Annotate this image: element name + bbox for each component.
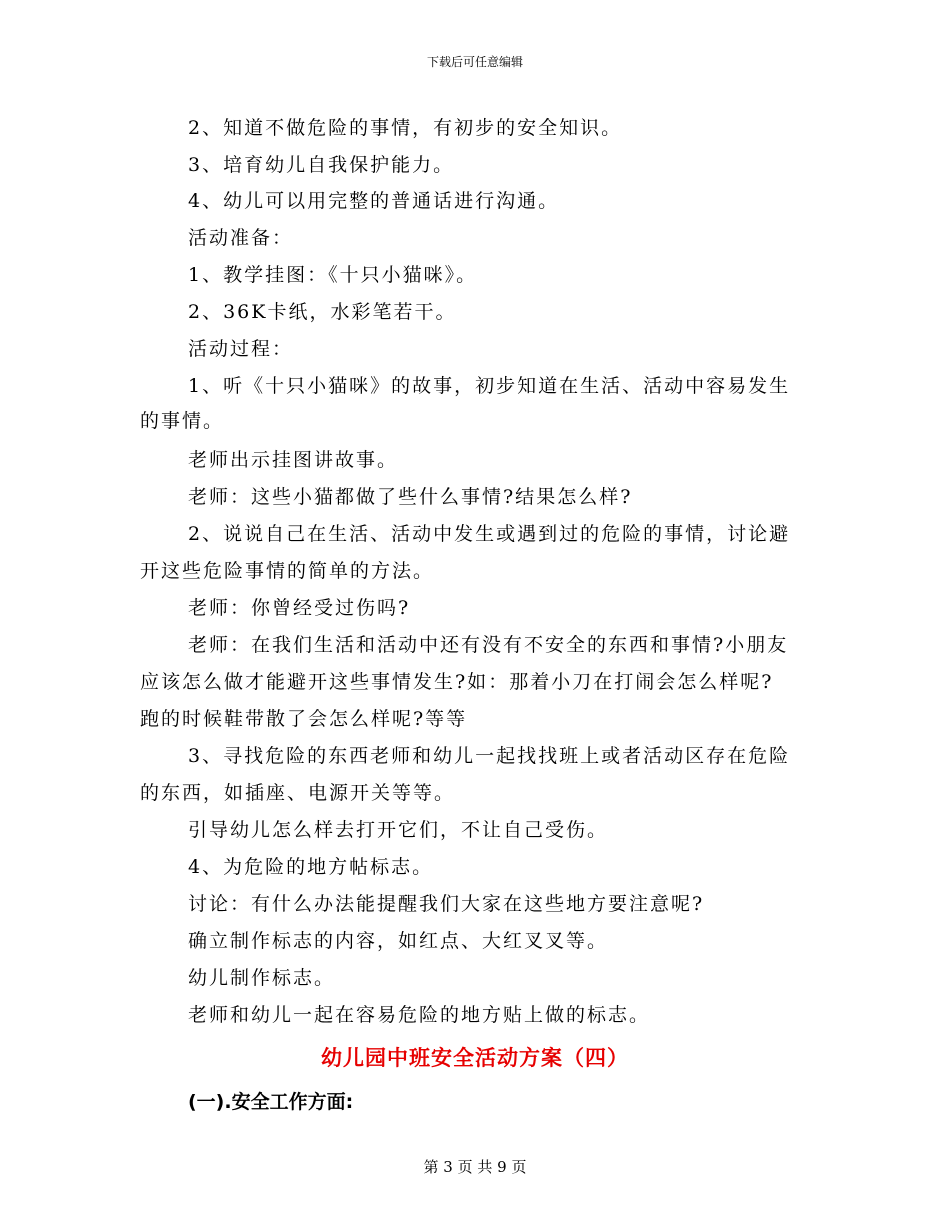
text-line: 应该怎么做才能避开这些事情发生?如：那着小刀在打闹会怎么样呢? <box>140 671 774 693</box>
text-line: 确立制作标志的内容，如红点、大红叉叉等。 <box>188 930 609 952</box>
text-line: 4、幼儿可以用完整的普通话进行沟通。 <box>188 190 560 212</box>
page-footer: 第 3 页 共 9 页 <box>423 1158 527 1176</box>
text-line: 2、36K卡纸，水彩笔若干。 <box>188 301 457 323</box>
text-line: 引导幼儿怎么样去打开它们，不让自己受伤。 <box>188 819 609 841</box>
text-line: 跑的时候鞋带散了会怎么样呢?等等 <box>140 708 468 730</box>
text-line: 3、培育幼儿自我保护能力。 <box>188 154 455 176</box>
text-line: 3、寻找危险的东西老师和幼儿一起找找班上或者活动区存在危险 <box>188 745 791 767</box>
section-heading: (一).安全工作方面: <box>188 1091 354 1113</box>
text-line: 老师：这些小猫都做了些什么事情?结果怎么样? <box>188 486 633 508</box>
page-header: 下载后可任意编辑 <box>426 55 523 69</box>
text-line: 老师和幼儿一起在容易危险的地方贴上做的标志。 <box>188 1004 651 1026</box>
text-line: 活动准备： <box>188 227 294 249</box>
text-line: 的东西，如插座、电源开关等等。 <box>140 782 456 804</box>
text-line: 老师：你曾经受过伤吗? <box>188 597 411 619</box>
section-title: 幼儿园中班安全活动方案（四） <box>321 1046 629 1070</box>
text-line: 2、知道不做危险的事情，有初步的安全知识。 <box>188 117 623 139</box>
text-line: 幼儿制作标志。 <box>188 967 336 989</box>
text-line: 老师出示挂图讲故事。 <box>188 449 399 471</box>
text-line: 1、教学挂图：《十只小猫咪》。 <box>188 264 478 286</box>
text-line: 老师：在我们生活和活动中还有没有不安全的东西和事情?小朋友 <box>188 634 789 656</box>
text-line: 活动过程： <box>188 338 294 360</box>
text-line: 4、为危险的地方帖标志。 <box>188 856 434 878</box>
text-line: 讨论：有什么办法能提醒我们大家在这些地方要注意呢? <box>188 893 705 915</box>
text-line: 1、听《十只小猫咪》的故事，初步知道在生活、活动中容易发生 <box>188 375 791 397</box>
text-line: 开这些危险事情的简单的方法。 <box>140 560 435 582</box>
text-line: 的事情。 <box>140 410 225 432</box>
text-line: 2、说说自己在生活、活动中发生或遇到过的危险的事情，讨论避 <box>188 523 791 545</box>
